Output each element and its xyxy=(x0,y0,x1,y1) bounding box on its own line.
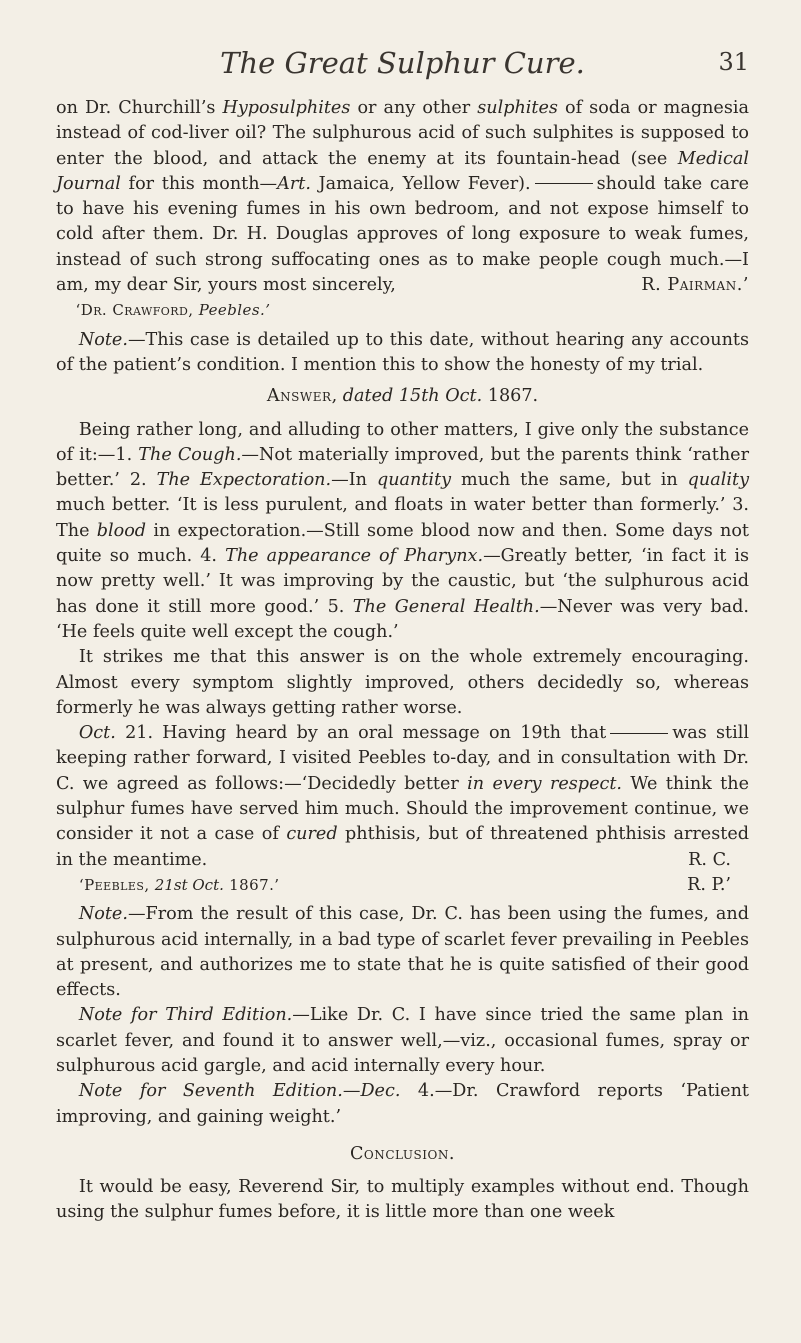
name-omitted-dash xyxy=(535,183,593,184)
name-omitted-dash xyxy=(610,733,668,734)
seventh-edition-note: Note for Seventh Edition.—Dec. 4.—Dr. Crawford reports ‘Patient improving, and gaining weight.’ xyxy=(56,1081,749,1127)
running-title: The Great Sulphur Cure. xyxy=(220,46,585,80)
third-edition-note: Note for Third Edition.—Like Dr. C. I have since tried the same plan in scarlet fever, and found it to answer well,—viz., occasional fumes, spray or sulphurous acid gargle, and acid internally every hour. xyxy=(56,1005,749,1076)
page-header xyxy=(56,0,749,96)
conclusion-heading: Conclusion. xyxy=(349,1143,456,1164)
comment-paragraph: It strikes me that this answer is on the whole extremely encouraging. Almost every symptom slightly improved, others decidedly so, whereas formerly he was always getting rather worse. xyxy=(56,647,749,718)
signature-rc: R. C. xyxy=(688,849,731,870)
letter-signature: R. Pairman.’ xyxy=(641,275,749,296)
page-number: 31 xyxy=(718,48,749,76)
signature-rp: R. P.’ xyxy=(687,874,731,895)
answer-paragraph: Being rather long, and alluding to other matters, I give only the substance of it:—1. The Cough.—Not materially improved, but the parents think ‘rather better.’ 2. The Expectoration.—In quantity much the same, but in quality much better. ‘It is less purulent, and floats in water better than formerly.’ 3. The blood in expectoration.—Still some blood now and then. Some days not quite so much. 4. The appearance of Pharynx.—Greatly better, ‘in fact it is now pretty well.’ It was improving by the caustic, but ‘the sulphurous acid has done it still more good.’ 5. The General Health.—Never was very bad. ‘He feels quite well except the cough.’ xyxy=(56,419,750,642)
letter-paragraph: on Dr. Churchill’s Hyposulphites or any other sulphites of soda or magnesia instead of cod-liver oil? The sulphurous acid of such sulphites is supposed to enter the blood, and attack the enemy at its fountain-head (see Medical Journal for this month—Art. Jamaica, Yellow Fever). should take care to have his evening fumes in his own bedroom, and not expose himself to cold after them. Dr. H. Douglas approves of long exposure to weak fumes, instead of such strong suffocating ones as to make people cough much.—I am, my dear Sir, yours most sincerely, R. Pairman.’ xyxy=(56,96,749,298)
note-paragraph: Note.—From the result of this case, Dr. C. has been using the fumes, and sulphurous acid internally, in a bad type of scarlet fever prevailing in Peebles at present, and authorizes me to state that he is quite satisfied of their good effects. xyxy=(56,904,749,1001)
visit-place-date: ‘Peebles, 21st Oct. 1867.’ xyxy=(78,875,280,894)
visit-footer xyxy=(56,873,749,898)
note-paragraph: Note.—This case is detailed up to this date, without hearing any accounts of the patient’s condition. I mention this to show the honesty of my trial. xyxy=(56,329,749,375)
conclusion-paragraph: It would be easy, Reverend Sir, to multiply examples without end. Though using the sulphur fumes before, it is little more than one week xyxy=(56,1177,749,1223)
answer-heading: Answer, dated 15th Oct. 1867. xyxy=(266,386,539,407)
letter-address: ‘Dr. Crawford, Peebles.’ xyxy=(75,301,271,320)
body-text xyxy=(56,96,749,1226)
visit-paragraph: Oct. 21. Having heard by an oral message on 19th that was still keeping rather forward, I visited Peebles to-day, and in consultation with Dr. C. we agreed as follows:—‘Decidedly better in every respect. We think the sulphur fumes have served him much. Should the improvement continue, we consider it not a case of cured phthisis, but of threatened phthisis arrested in the meantime. R. C. xyxy=(56,721,749,873)
